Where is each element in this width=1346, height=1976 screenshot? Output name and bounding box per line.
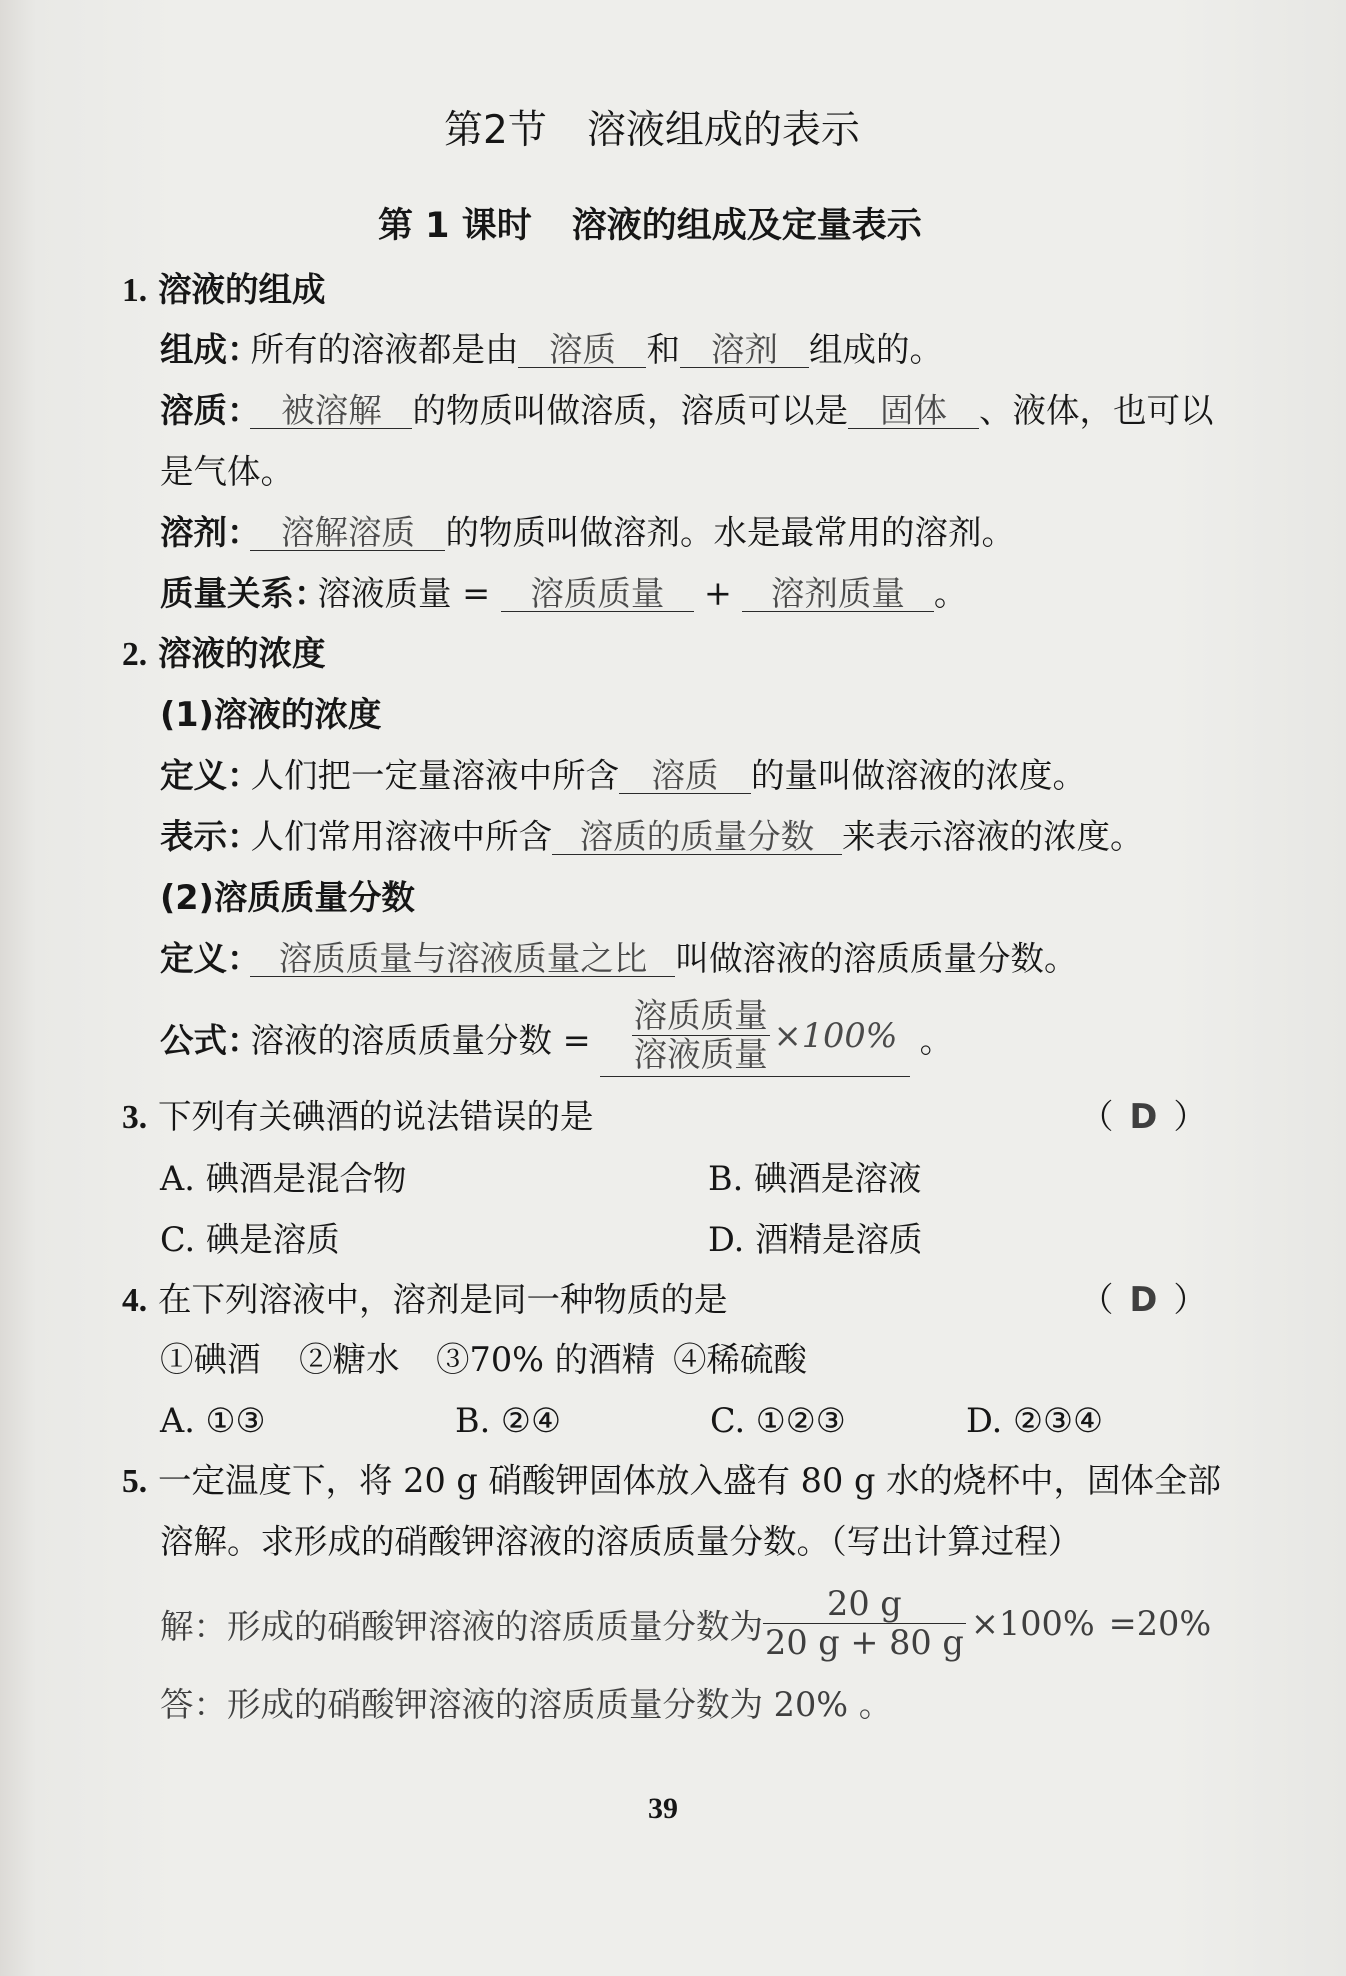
solution-result: =20% bbox=[1108, 1603, 1212, 1643]
solvent-line bbox=[160, 513, 1015, 553]
question-4-answer-bracket bbox=[1080, 1280, 1207, 1320]
definition-2-text: 叫做溶液的溶质质量分数。 bbox=[675, 939, 1078, 978]
formula-line bbox=[160, 995, 953, 1079]
bracket-close: ） bbox=[1173, 1097, 1207, 1136]
lesson-number: 第 1 课时 bbox=[378, 206, 532, 246]
formula-factor: ×100% bbox=[773, 1016, 898, 1055]
question-3-answer: D bbox=[1129, 1097, 1158, 1136]
composition-line bbox=[160, 330, 943, 370]
definition-2-label: 定义： bbox=[160, 939, 261, 978]
question-3-answer-bracket bbox=[1080, 1097, 1207, 1137]
subsection-1-text: (1)溶液的浓度 bbox=[160, 695, 382, 734]
question-5-number: 5. bbox=[122, 1463, 148, 1500]
solvent-label: 溶剂： bbox=[160, 513, 261, 552]
question-3-number: 3. bbox=[122, 1099, 148, 1136]
mass-relation-text-1: 溶液质量 = bbox=[317, 574, 491, 613]
question-4-answer: D bbox=[1129, 1280, 1158, 1319]
section-title-text: 溶液组成的表示 bbox=[586, 108, 860, 153]
solvent-blank: 溶解溶质 bbox=[250, 516, 445, 551]
question-3-option-b: B. 碘酒是溶液 bbox=[708, 1159, 922, 1198]
question-4-option-c: C. ①②③ bbox=[710, 1401, 846, 1440]
formula-text: 溶液的溶质质量分数 = bbox=[250, 1020, 591, 1060]
section-2-number: 2. bbox=[122, 636, 148, 673]
subsection-1-heading bbox=[160, 695, 381, 735]
solvent-text: 的物质叫做溶剂。水是最常用的溶剂。 bbox=[445, 513, 1015, 552]
question-4-item-3: ③70% 的酒精 bbox=[436, 1340, 656, 1379]
question-5 bbox=[122, 1461, 1221, 1501]
question-4-option-b: B. ②④ bbox=[455, 1401, 561, 1440]
question-3-option-d: D. 酒精是溶质 bbox=[708, 1220, 923, 1259]
solution-numerator: 20 g bbox=[763, 1585, 966, 1624]
representation-text-1: 人们常用溶液中所含 bbox=[250, 817, 552, 856]
representation-blank: 溶质的质量分数 bbox=[552, 820, 842, 855]
section-title bbox=[444, 108, 860, 154]
question-4-item-4: ④稀硫酸 bbox=[673, 1340, 807, 1379]
solute-text-1: 的物质叫做溶质，溶质可以是 bbox=[412, 391, 848, 430]
formula-denominator: 溶液质量 bbox=[633, 1035, 768, 1074]
mass-relation-line bbox=[160, 574, 967, 614]
section-1-heading-text: 溶液的组成 bbox=[158, 270, 326, 309]
solution-fraction bbox=[763, 1585, 966, 1662]
question-4-option-a: A. ①③ bbox=[160, 1401, 266, 1440]
subsection-2-heading bbox=[160, 878, 415, 918]
question-4-options bbox=[160, 1401, 1103, 1441]
mass-relation-label: 质量关系： bbox=[160, 574, 328, 613]
question-5-continued bbox=[160, 1522, 1081, 1562]
formula-fraction bbox=[632, 997, 770, 1074]
bracket-open: （ bbox=[1080, 1280, 1114, 1319]
mass-relation-blank-1: 溶质质量 bbox=[501, 577, 694, 612]
composition-blank-1: 溶质 bbox=[518, 333, 646, 368]
question-5-answer bbox=[160, 1685, 892, 1725]
solution-label: 解：形成的硝酸钾溶液的溶质质量分数为 bbox=[160, 1606, 763, 1646]
definition-1-blank: 溶质 bbox=[619, 759, 751, 794]
question-4-number: 4. bbox=[122, 1282, 148, 1319]
question-4-stem: 在下列溶液中，溶剂是同一种物质的是 bbox=[158, 1280, 728, 1319]
section-2-heading bbox=[122, 634, 326, 674]
formula-numerator: 溶质质量 bbox=[633, 996, 768, 1035]
bracket-close: ） bbox=[1173, 1280, 1207, 1319]
section-1-number: 1. bbox=[122, 272, 148, 309]
question-4-items bbox=[160, 1340, 807, 1380]
definition-2-blank: 溶质质量与溶液质量之比 bbox=[250, 942, 675, 977]
solute-text-2: 、液体，也可以 bbox=[978, 391, 1214, 430]
formula-blank bbox=[600, 997, 910, 1077]
question-4-item-2: ②糖水 bbox=[299, 1340, 400, 1379]
solute-text-3: 是气体。 bbox=[160, 452, 294, 491]
composition-text-3: 组成的。 bbox=[808, 330, 943, 369]
section-1-heading bbox=[122, 270, 326, 310]
question-3-stem: 下列有关碘酒的说法错误的是 bbox=[158, 1097, 594, 1136]
definition-1-text-2: 的量叫做溶液的浓度。 bbox=[750, 756, 1086, 795]
solute-line-continued bbox=[160, 452, 294, 492]
plus-sign: + bbox=[703, 574, 732, 613]
question-3-option-a: A. 碘酒是混合物 bbox=[160, 1159, 407, 1198]
representation-text-2: 来表示溶液的浓度。 bbox=[841, 817, 1144, 856]
mass-relation-text-3: 。 bbox=[933, 574, 968, 613]
bracket-open: （ bbox=[1080, 1097, 1114, 1136]
formula-period: 。 bbox=[919, 1020, 954, 1060]
question-5-stem-line-2: 溶解。求形成的硝酸钾溶液的溶质质量分数。（写出计算过程） bbox=[160, 1522, 1082, 1561]
question-3 bbox=[122, 1097, 594, 1137]
definition-1-line bbox=[160, 756, 1086, 796]
lesson-title-text: 溶液的组成及定量表示 bbox=[571, 206, 922, 246]
solute-line bbox=[160, 391, 1213, 431]
section-2-heading-text: 溶液的浓度 bbox=[158, 634, 326, 673]
composition-text-1: 所有的溶液都是由 bbox=[250, 330, 519, 369]
question-4-item-1: ①碘酒 bbox=[160, 1340, 261, 1379]
composition-label: 组成： bbox=[160, 330, 261, 369]
mass-relation-blank-2: 溶剂质量 bbox=[742, 577, 934, 612]
answer-line: 答：形成的硝酸钾溶液的溶质质量分数为 20% 。 bbox=[160, 1685, 893, 1724]
question-5-stem-line-1: 一定温度下，将 20 g 硝酸钾固体放入盛有 80 g 水的烧杯中，固体全部 bbox=[158, 1461, 1222, 1500]
composition-text-2: 和 bbox=[646, 330, 680, 369]
question-3-options-row-1 bbox=[160, 1159, 921, 1199]
definition-1-label: 定义： bbox=[160, 756, 261, 795]
representation-line bbox=[160, 817, 1143, 857]
solute-blank-2: 固体 bbox=[848, 394, 979, 429]
formula-label: 公式： bbox=[160, 1020, 261, 1060]
representation-label: 表示： bbox=[160, 817, 261, 856]
question-3-options-row-2 bbox=[160, 1220, 922, 1260]
definition-1-text-1: 人们把一定量溶液中所含 bbox=[250, 756, 619, 795]
question-5-solution bbox=[160, 1581, 1211, 1665]
subsection-2-text: (2)溶质质量分数 bbox=[160, 878, 415, 917]
solute-blank-1: 被溶解 bbox=[250, 394, 412, 429]
question-4-option-d: D. ②③④ bbox=[966, 1401, 1104, 1440]
composition-blank-2: 溶剂 bbox=[680, 333, 809, 368]
page-number: 39 bbox=[648, 1792, 678, 1825]
question-3-option-c: C. 碘是溶质 bbox=[160, 1220, 340, 1259]
definition-2-line bbox=[160, 939, 1077, 979]
lesson-title bbox=[378, 205, 922, 247]
question-4 bbox=[122, 1280, 728, 1320]
solution-factor: ×100% bbox=[970, 1603, 1095, 1643]
solution-denominator: 20 g + 80 g bbox=[765, 1622, 964, 1662]
solute-label: 溶质： bbox=[160, 391, 261, 430]
section-number: 第2节 bbox=[444, 108, 547, 153]
